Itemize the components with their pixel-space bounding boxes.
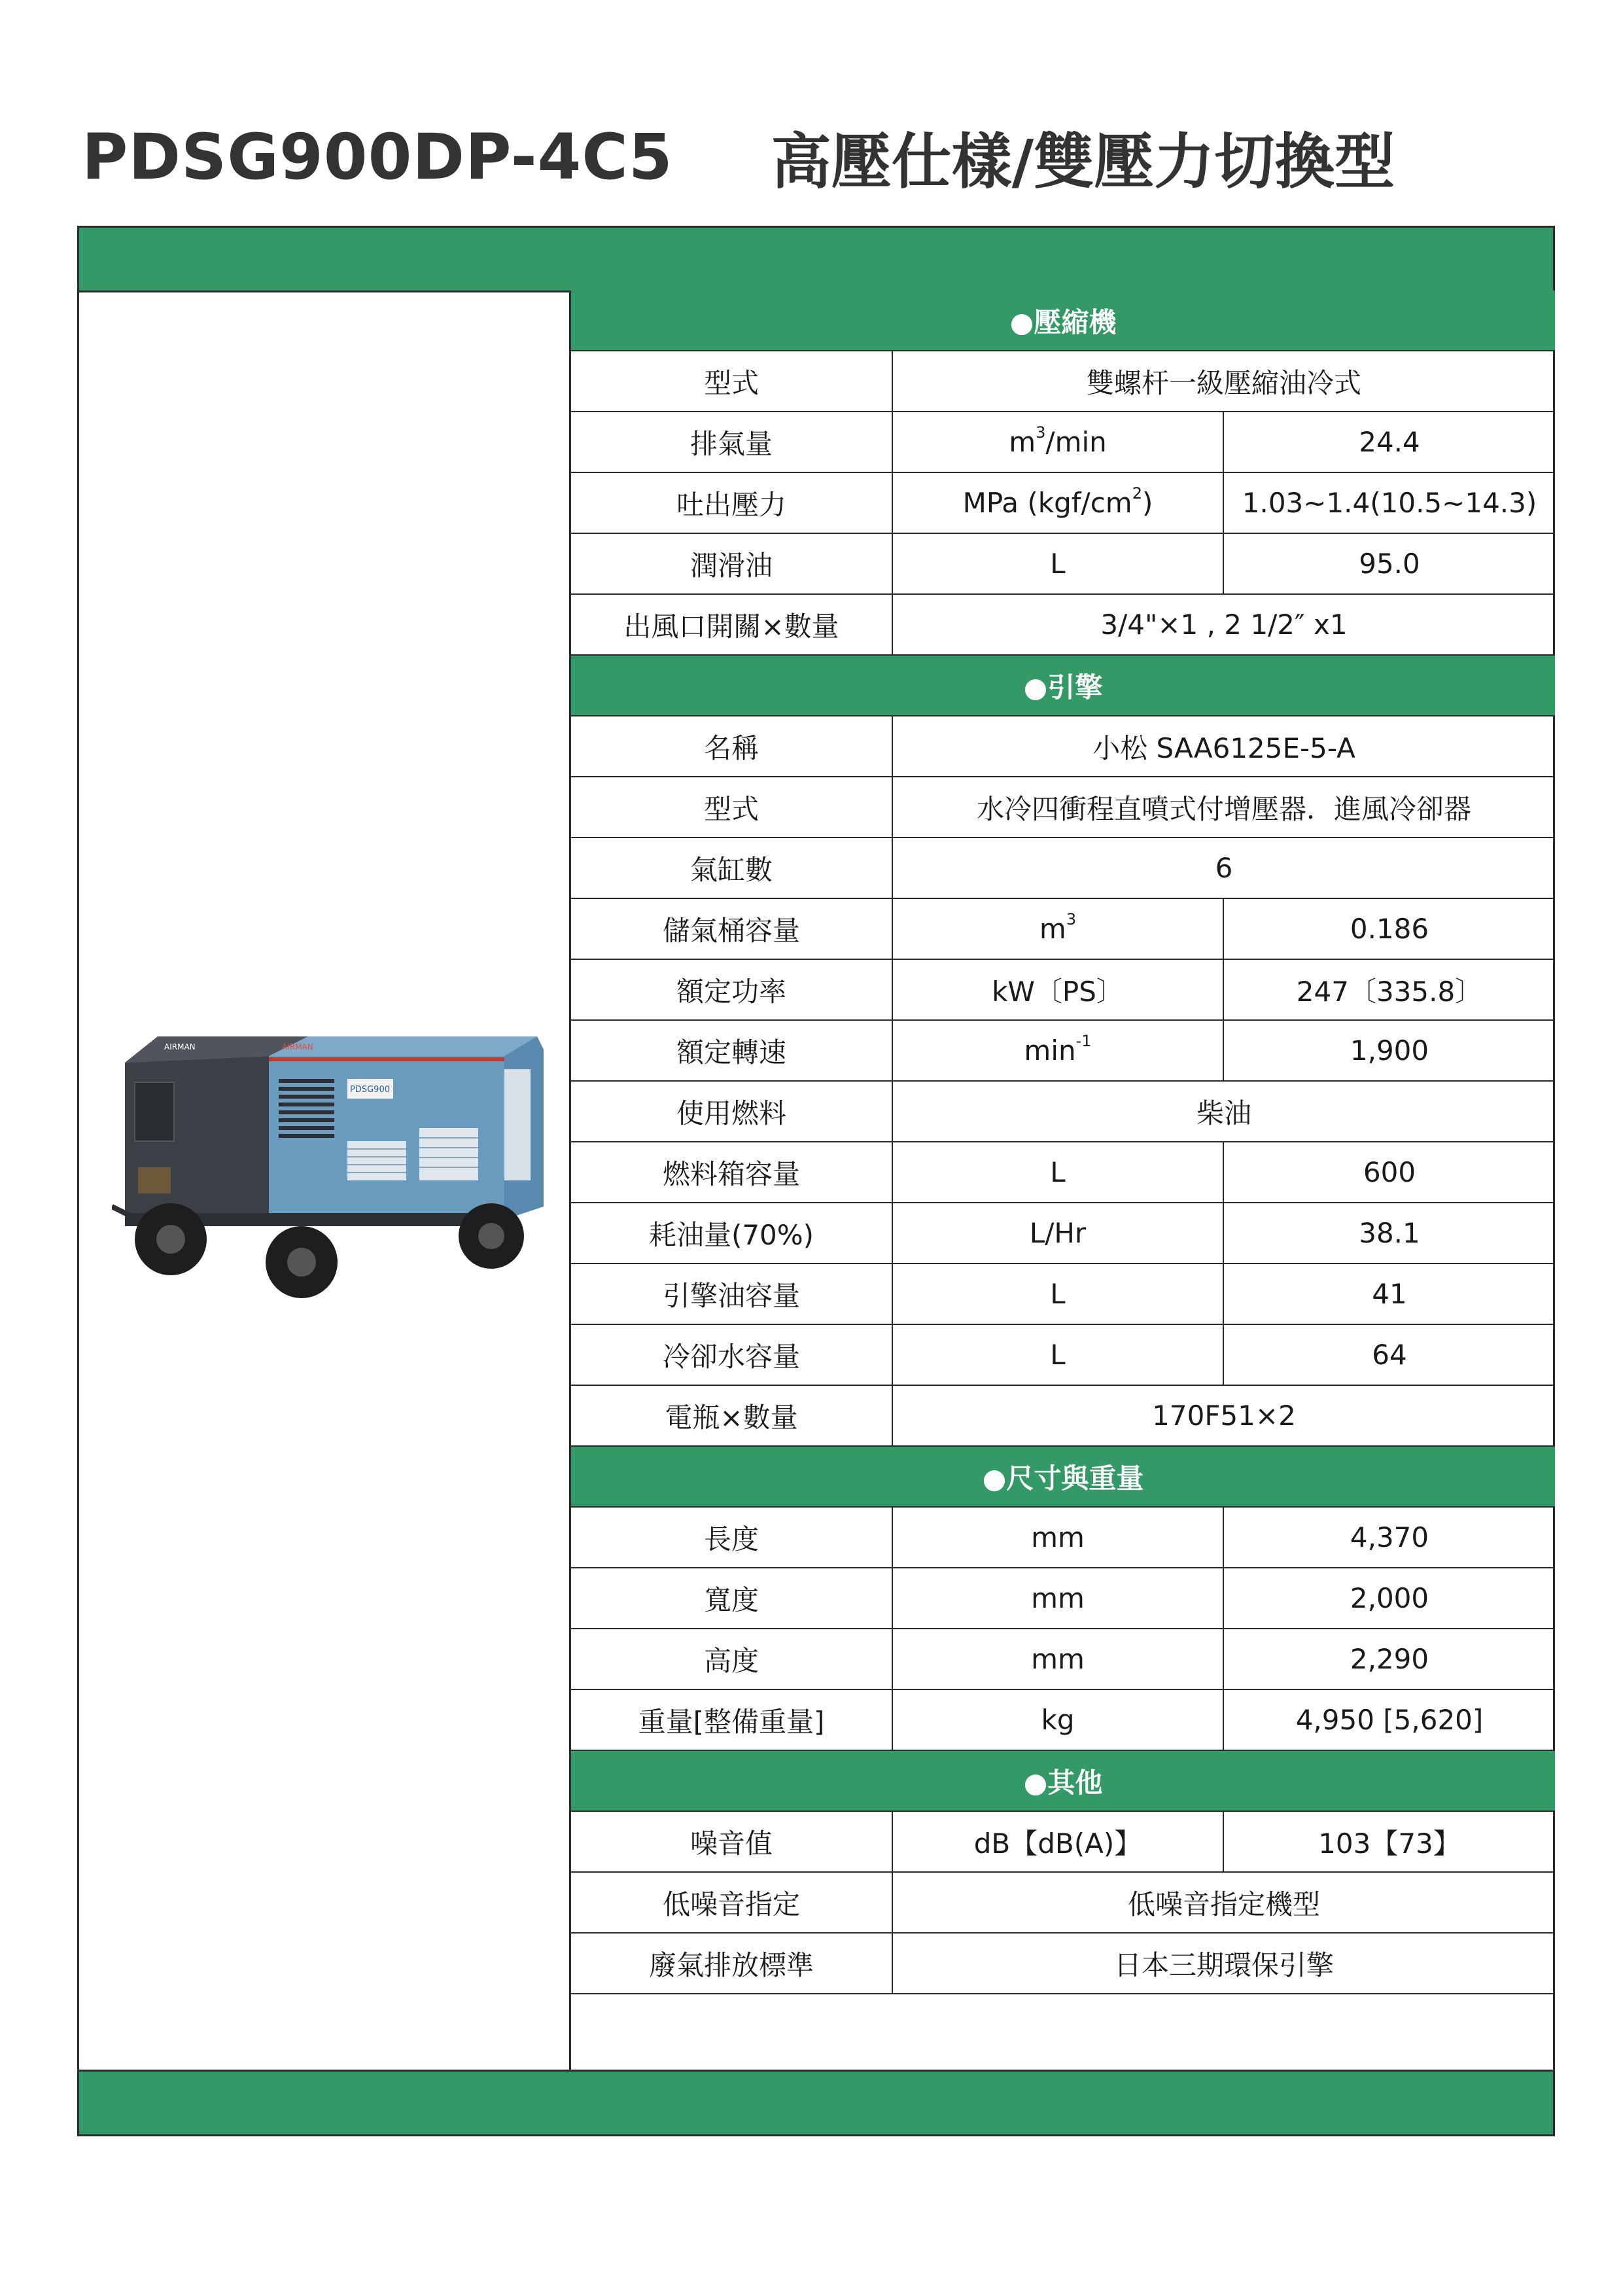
table-row <box>571 351 1555 412</box>
row-unit: $m^3$ <box>892 898 1223 959</box>
row-value: 柴油 <box>892 1081 1555 1142</box>
row-unit: L <box>892 533 1223 594</box>
row-value: 水冷四衝程直噴式付增壓器．進風冷卻器 <box>892 777 1555 838</box>
row-label: 燃料箱容量 <box>571 1142 892 1203</box>
table-row <box>571 838 1555 898</box>
row-label: 使用燃料 <box>571 1081 892 1142</box>
row-value: 64 <box>1223 1324 1555 1385</box>
table-row <box>571 1263 1555 1324</box>
row-value: 4,370 <box>1223 1507 1555 1568</box>
spec-table <box>571 291 1555 1994</box>
row-value: 170F51×2 <box>892 1385 1555 1446</box>
bottom-green-band <box>79 2070 1553 2134</box>
table-row <box>571 1324 1555 1385</box>
row-unit: kg <box>892 1689 1223 1750</box>
row-label: 冷卻水容量 <box>571 1324 892 1385</box>
row-value: 雙螺杆一級壓縮油冷式 <box>892 351 1555 412</box>
table-row <box>571 1811 1555 1872</box>
row-label: 引擎油容量 <box>571 1263 892 1324</box>
row-label: 噪音值 <box>571 1811 892 1872</box>
row-value: 2,000 <box>1223 1568 1555 1629</box>
row-label: 吐出壓力 <box>571 472 892 533</box>
row-label: 排氣量 <box>571 412 892 472</box>
row-unit: kW〔PS〕 <box>892 959 1223 1020</box>
table-row <box>571 1507 1555 1568</box>
row-label: 寬度 <box>571 1568 892 1629</box>
row-value: 103【73】 <box>1223 1811 1555 1872</box>
table-row <box>571 1081 1555 1142</box>
row-value: 4,950 [5,620] <box>1223 1689 1555 1750</box>
row-label: 名稱 <box>571 716 892 777</box>
row-unit: mm <box>892 1568 1223 1629</box>
row-label: 型式 <box>571 777 892 838</box>
table-row <box>571 1933 1555 1994</box>
table-row <box>571 1203 1555 1263</box>
row-label: 長度 <box>571 1507 892 1568</box>
row-value: 0.186 <box>1223 898 1555 959</box>
row-value: 38.1 <box>1223 1203 1555 1263</box>
table-row <box>571 412 1555 472</box>
row-label: 額定功率 <box>571 959 892 1020</box>
row-label: 儲氣桶容量 <box>571 898 892 959</box>
spec-sheet-frame <box>77 226 1555 2136</box>
table-row <box>571 716 1555 777</box>
row-label: 出風口開關×數量 <box>571 594 892 655</box>
table-row <box>571 1629 1555 1689</box>
air-compressor-image <box>112 1010 544 1298</box>
row-label: 電瓶×數量 <box>571 1385 892 1446</box>
row-unit: mm <box>892 1629 1223 1689</box>
row-unit: $m^3/\min$ <box>892 412 1223 472</box>
row-label: 高度 <box>571 1629 892 1689</box>
row-label: 氣缸數 <box>571 838 892 898</box>
row-value: 95.0 <box>1223 533 1555 594</box>
row-unit: MPa $(kgf/cm^2)$ <box>892 472 1223 533</box>
svg-text:AIRMAN: AIRMAN <box>164 1042 196 1051</box>
section-other: ●其他 <box>571 1750 1555 1811</box>
row-unit: mm <box>892 1507 1223 1568</box>
row-value: 小松 SAA6125E-5-A <box>892 716 1555 777</box>
row-label: 重量[整備重量] <box>571 1689 892 1750</box>
row-value: 2,290 <box>1223 1629 1555 1689</box>
row-label: 型式 <box>571 351 892 412</box>
table-row <box>571 898 1555 959</box>
section-dimensions: ●尺寸與重量 <box>571 1446 1555 1507</box>
table-row <box>571 533 1555 594</box>
row-label: 廢氣排放標準 <box>571 1933 892 1994</box>
page-title <box>82 108 1395 206</box>
table-row <box>571 472 1555 533</box>
section-engine: ●引擎 <box>571 655 1555 716</box>
row-value: 600 <box>1223 1142 1555 1203</box>
row-value: 6 <box>892 838 1555 898</box>
row-value: 低噪音指定機型 <box>892 1872 1555 1933</box>
top-green-band <box>79 228 1553 292</box>
row-unit: L <box>892 1324 1223 1385</box>
row-unit: L <box>892 1142 1223 1203</box>
row-unit: L <box>892 1263 1223 1324</box>
product-name: 高壓仕樣/雙壓力切換型 <box>771 127 1395 197</box>
row-value: 1,900 <box>1223 1020 1555 1081</box>
row-value: 24.4 <box>1223 412 1555 472</box>
table-row <box>571 1568 1555 1629</box>
table-row <box>571 777 1555 838</box>
row-value: 3/4"×1 , 2 1/2″ x1 <box>892 594 1555 655</box>
table-row <box>571 1385 1555 1446</box>
table-row <box>571 594 1555 655</box>
table-row <box>571 1689 1555 1750</box>
product-image-panel <box>79 291 571 2072</box>
table-row <box>571 1020 1555 1081</box>
row-label: 潤滑油 <box>571 533 892 594</box>
table-row <box>571 1142 1555 1203</box>
table-row <box>571 959 1555 1020</box>
svg-text:PDSG900: PDSG900 <box>350 1085 390 1095</box>
section-compressor: ●壓縮機 <box>571 291 1555 351</box>
row-label: 耗油量(70%) <box>571 1203 892 1263</box>
row-unit: L/Hr <box>892 1203 1223 1263</box>
row-value: 1.03~1.4(10.5~14.3) <box>1223 472 1555 533</box>
row-value: 247〔335.8〕 <box>1223 959 1555 1020</box>
row-label: 低噪音指定 <box>571 1872 892 1933</box>
row-value: 41 <box>1223 1263 1555 1324</box>
row-label: 額定轉速 <box>571 1020 892 1081</box>
table-row <box>571 1872 1555 1933</box>
model-number: PDSG900DP-4C5 <box>82 120 673 194</box>
svg-text:AIRMAN: AIRMAN <box>282 1042 313 1051</box>
row-value: 日本三期環保引擎 <box>892 1933 1555 1994</box>
row-unit: dB【dB(A)】 <box>892 1811 1223 1872</box>
row-unit: $\min^{-1}$ <box>892 1020 1223 1081</box>
